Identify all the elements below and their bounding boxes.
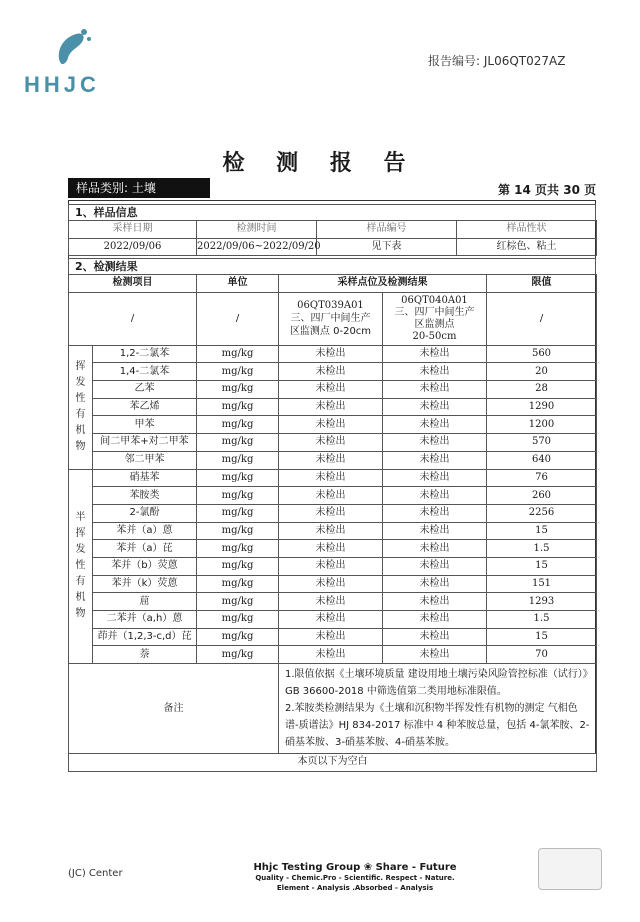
item-result-a: 未检出 bbox=[279, 522, 383, 540]
item-result-a: 未检出 bbox=[279, 575, 383, 593]
company-logo bbox=[22, 14, 112, 97]
sample-b-point: 区监测点 bbox=[414, 318, 455, 330]
item-limit: 1200 bbox=[487, 416, 597, 434]
item-name: 1,2-二氯苯 bbox=[93, 345, 197, 363]
remark-2: 2.苯胺类检测结果为《土壤和沉积物半挥发性有机物的测定 气相色谱-质谱法》HJ 834-2017 标准中 4 种苯胺总量，包括 4-氯苯胺、2-硝基苯胺、3-硝基苯胺、4-硝基苯胺。 bbox=[285, 703, 590, 749]
item-limit: 15 bbox=[487, 628, 597, 646]
sample-info-table bbox=[68, 220, 597, 256]
item-unit: mg/kg bbox=[197, 628, 279, 646]
table-row bbox=[69, 469, 597, 487]
item-unit: mg/kg bbox=[197, 416, 279, 434]
item-name: 苯胺类 bbox=[93, 487, 197, 505]
item-result-b: 未检出 bbox=[383, 416, 487, 434]
item-result-b: 未检出 bbox=[383, 398, 487, 416]
item-result-b: 未检出 bbox=[383, 575, 487, 593]
table-row bbox=[69, 398, 597, 416]
sample-b-depth: 20-50cm bbox=[412, 330, 457, 342]
item-result-a: 未检出 bbox=[279, 345, 383, 363]
footer-motto-1: Quality - Chemic.Pro - Scientific. Respect - Nature. bbox=[255, 874, 455, 882]
item-name: 1,4-二氯苯 bbox=[93, 363, 197, 381]
item-limit: 1.5 bbox=[487, 540, 597, 558]
item-result-b: 未检出 bbox=[383, 434, 487, 452]
table-row bbox=[69, 451, 597, 469]
header-item: 检测项目 bbox=[69, 275, 197, 293]
value-test-period: 2022/09/06~2022/09/20 bbox=[197, 238, 317, 256]
footer-group-name: Hhjc Testing Group ❀ Share - Future bbox=[253, 862, 457, 873]
remarks-text bbox=[279, 664, 597, 754]
table-row bbox=[69, 646, 597, 664]
item-name: 苯并（b）荧蒽 bbox=[93, 557, 197, 575]
item-unit: mg/kg bbox=[197, 363, 279, 381]
item-result-a: 未检出 bbox=[279, 628, 383, 646]
item-limit: 2256 bbox=[487, 504, 597, 522]
section-sample-info-title: 1、样品信息 bbox=[68, 204, 596, 221]
item-name: 茚并（1,2,3-c,d）芘 bbox=[93, 628, 197, 646]
item-limit: 151 bbox=[487, 575, 597, 593]
sample-a-depth: 区监测点 0-20cm bbox=[289, 326, 372, 338]
item-unit: mg/kg bbox=[197, 504, 279, 522]
item-result-a: 未检出 bbox=[279, 469, 383, 487]
item-result-b: 未检出 bbox=[383, 451, 487, 469]
item-result-a: 未检出 bbox=[279, 504, 383, 522]
table-row bbox=[69, 575, 597, 593]
group-svoc-label: 半挥发性有机物 bbox=[69, 469, 93, 664]
table-row bbox=[69, 434, 597, 452]
footer-slogan bbox=[230, 862, 480, 893]
header-sample-id: 样品编号 bbox=[317, 221, 457, 239]
item-limit: 1.5 bbox=[487, 611, 597, 629]
item-name: 苯并（a）蒽 bbox=[93, 522, 197, 540]
item-name: 邻二甲苯 bbox=[93, 451, 197, 469]
item-name: 䓛 bbox=[93, 593, 197, 611]
remark-1: 1.限值依据《土壤环境质量 建设用地土壤污染风险管控标准（试行）》GB 36600-2018 中筛选值第二类用地标准限值。 bbox=[285, 669, 588, 698]
value-sample-id: 见下表 bbox=[317, 238, 457, 256]
item-limit: 260 bbox=[487, 487, 597, 505]
sample-a-id: 06QT039A01 bbox=[297, 300, 364, 312]
slash-unit: / bbox=[197, 292, 279, 345]
item-unit: mg/kg bbox=[197, 398, 279, 416]
item-limit: 1293 bbox=[487, 593, 597, 611]
table-row bbox=[69, 611, 597, 629]
value-sampling-date: 2022/09/06 bbox=[69, 238, 197, 256]
header-limit: 限值 bbox=[487, 275, 597, 293]
table-row bbox=[69, 593, 597, 611]
item-result-a: 未检出 bbox=[279, 434, 383, 452]
item-result-a: 未检出 bbox=[279, 593, 383, 611]
header-results: 采样点位及检测结果 bbox=[279, 275, 487, 293]
item-unit: mg/kg bbox=[197, 434, 279, 452]
sample-b-id: 06QT040A01 bbox=[401, 294, 468, 306]
footer-seal-image bbox=[538, 848, 602, 890]
table-row bbox=[69, 628, 597, 646]
item-limit: 570 bbox=[487, 434, 597, 452]
item-result-a: 未检出 bbox=[279, 540, 383, 558]
item-unit: mg/kg bbox=[197, 381, 279, 399]
item-result-b: 未检出 bbox=[383, 611, 487, 629]
table-row bbox=[69, 345, 597, 363]
item-name: 硝基苯 bbox=[93, 469, 197, 487]
item-limit: 20 bbox=[487, 363, 597, 381]
item-result-a: 未检出 bbox=[279, 646, 383, 664]
item-unit: mg/kg bbox=[197, 540, 279, 558]
item-result-a: 未检出 bbox=[279, 381, 383, 399]
item-result-a: 未检出 bbox=[279, 451, 383, 469]
item-unit: mg/kg bbox=[197, 469, 279, 487]
item-result-a: 未检出 bbox=[279, 487, 383, 505]
item-name: 苯并（k）荧蒽 bbox=[93, 575, 197, 593]
item-unit: mg/kg bbox=[197, 451, 279, 469]
item-result-b: 未检出 bbox=[383, 540, 487, 558]
item-unit: mg/kg bbox=[197, 522, 279, 540]
item-result-b: 未检出 bbox=[383, 381, 487, 399]
footer-motto-2: Element - Analysis .Absorbed - Analysis bbox=[276, 884, 434, 892]
item-limit: 560 bbox=[487, 345, 597, 363]
item-result-b: 未检出 bbox=[383, 646, 487, 664]
slash-limit: / bbox=[487, 292, 597, 345]
sample-a-location: 三、四厂中间生产 bbox=[290, 313, 371, 325]
item-name: 二苯并（a,h）蒽 bbox=[93, 611, 197, 629]
item-limit: 15 bbox=[487, 557, 597, 575]
item-name: 间二甲苯+对二甲苯 bbox=[93, 434, 197, 452]
item-limit: 15 bbox=[487, 522, 597, 540]
item-result-b: 未检出 bbox=[383, 469, 487, 487]
page-info: 第 14 页共 30 页 bbox=[498, 183, 597, 197]
item-unit: mg/kg bbox=[197, 646, 279, 664]
table-row bbox=[69, 522, 597, 540]
header-unit: 单位 bbox=[197, 275, 279, 293]
item-name: 乙苯 bbox=[93, 381, 197, 399]
results-table bbox=[68, 274, 597, 772]
item-unit: mg/kg bbox=[197, 575, 279, 593]
table-row bbox=[69, 381, 597, 399]
item-name: 甲苯 bbox=[93, 416, 197, 434]
item-unit: mg/kg bbox=[197, 487, 279, 505]
item-unit: mg/kg bbox=[197, 345, 279, 363]
item-result-b: 未检出 bbox=[383, 628, 487, 646]
table-row bbox=[69, 557, 597, 575]
item-limit: 76 bbox=[487, 469, 597, 487]
logo-drop-icon bbox=[52, 28, 92, 68]
sample-a-header bbox=[279, 292, 383, 345]
item-result-b: 未检出 bbox=[383, 557, 487, 575]
report-number: 报告编号: JL06QT027AZ bbox=[428, 54, 566, 68]
header-sampling-date: 采样日期 bbox=[69, 221, 197, 239]
item-unit: mg/kg bbox=[197, 557, 279, 575]
value-sample-trait: 红棕色、粘土 bbox=[457, 238, 597, 256]
item-result-a: 未检出 bbox=[279, 398, 383, 416]
item-result-b: 未检出 bbox=[383, 504, 487, 522]
sample-b-header bbox=[383, 292, 487, 345]
item-limit: 28 bbox=[487, 381, 597, 399]
item-result-b: 未检出 bbox=[383, 593, 487, 611]
header-sample-trait: 样品性状 bbox=[457, 221, 597, 239]
footer-center-label: (JC) Center bbox=[68, 868, 123, 879]
table-row bbox=[69, 416, 597, 434]
slash-item: / bbox=[69, 292, 197, 345]
item-unit: mg/kg bbox=[197, 593, 279, 611]
item-result-a: 未检出 bbox=[279, 557, 383, 575]
item-result-b: 未检出 bbox=[383, 522, 487, 540]
section-results-title: 2、检测结果 bbox=[68, 258, 596, 275]
table-row bbox=[69, 540, 597, 558]
item-result-a: 未检出 bbox=[279, 416, 383, 434]
item-unit: mg/kg bbox=[197, 611, 279, 629]
item-name: 苯乙烯 bbox=[93, 398, 197, 416]
item-limit: 70 bbox=[487, 646, 597, 664]
sample-b-location: 三、四厂中间生产 bbox=[394, 306, 475, 318]
table-row bbox=[69, 504, 597, 522]
group-voc-label: 挥发性有机物 bbox=[69, 345, 93, 469]
item-result-b: 未检出 bbox=[383, 487, 487, 505]
item-name: 萘 bbox=[93, 646, 197, 664]
item-name: 2-氯酚 bbox=[93, 504, 197, 522]
header-test-period: 检测时间 bbox=[197, 221, 317, 239]
sample-category: 样品类别: 土壤 bbox=[68, 178, 210, 198]
item-result-b: 未检出 bbox=[383, 363, 487, 381]
item-limit: 1290 bbox=[487, 398, 597, 416]
item-result-a: 未检出 bbox=[279, 611, 383, 629]
page-title: 检 测 报 告 bbox=[222, 151, 418, 176]
item-name: 苯并（a）芘 bbox=[93, 540, 197, 558]
item-result-b: 未检出 bbox=[383, 345, 487, 363]
logo-brand-text: HHJC bbox=[24, 72, 100, 97]
item-result-a: 未检出 bbox=[279, 363, 383, 381]
remarks-label: 备注 bbox=[69, 664, 279, 754]
item-limit: 640 bbox=[487, 451, 597, 469]
blank-note: 本页以下为空白 bbox=[69, 754, 597, 772]
table-row bbox=[69, 487, 597, 505]
table-row bbox=[69, 363, 597, 381]
